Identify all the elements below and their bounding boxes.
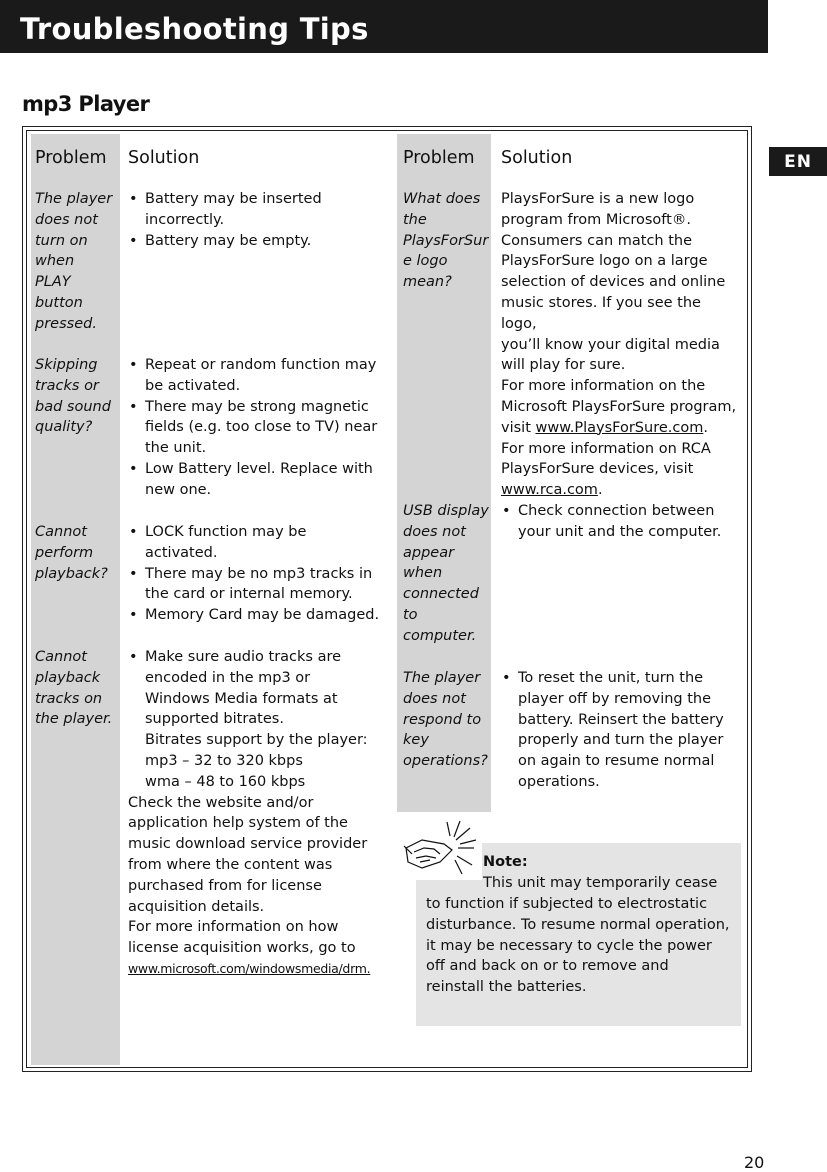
text-line: properly and turn the player <box>518 732 724 749</box>
text-line: appear <box>403 544 455 561</box>
text-line: e logo <box>403 253 448 270</box>
text-line: The player <box>403 670 481 686</box>
text-line: perform <box>35 544 94 561</box>
text-line: off and back on or to remove and <box>426 958 669 975</box>
problem-skipping-tracks <box>35 355 111 438</box>
left-problem-header: Problem <box>35 148 107 168</box>
solution-cannot-perform-playback <box>128 522 383 626</box>
text-line: • Make sure audio tracks are <box>145 649 342 665</box>
text-line: PlaysForSure devices, visit <box>501 461 694 478</box>
note-body <box>426 894 736 998</box>
text-line: Check the website and/or <box>128 794 314 811</box>
list-item <box>128 459 383 501</box>
link-period: . <box>703 419 708 436</box>
note-label: Note: <box>483 854 528 870</box>
solution-skipping-tracks <box>128 355 383 501</box>
list-item <box>128 522 383 564</box>
list-item <box>128 355 383 397</box>
text-line: does not <box>403 690 466 707</box>
list-item <box>128 231 383 252</box>
text-line: mp3 – 32 to 320 kbps <box>145 752 303 769</box>
text-line: • There may be no mp3 tracks in <box>145 565 373 582</box>
list-item <box>501 501 741 543</box>
bullet-list <box>128 355 383 501</box>
text-line: fields (e.g. too close to TV) near <box>145 419 378 436</box>
text-line: For more information on RCA <box>501 440 711 457</box>
text-line: PLAY <box>35 274 71 291</box>
text-line: purchased from for license <box>128 877 322 894</box>
text-line: reinstall the batteries. <box>426 979 587 996</box>
text-line: • LOCK function may be <box>145 524 307 540</box>
text-line: Consumers can match the <box>501 232 693 249</box>
license-paragraph <box>128 793 390 959</box>
bullet-list <box>128 189 383 251</box>
problem-cannot-perform-playback <box>35 522 108 584</box>
text-line: selection of devices and online <box>501 274 726 291</box>
text-line: key <box>403 732 429 749</box>
problem-cannot-playback-tracks <box>35 647 112 730</box>
list-item <box>128 189 383 231</box>
text-line: music stores. If you see the logo, <box>501 294 701 332</box>
text-line: you’ll know your digital media <box>501 336 720 353</box>
bullet-list <box>501 668 741 793</box>
text-line: when <box>35 253 75 270</box>
text-line: playback? <box>35 565 108 582</box>
solution-player-not-on <box>128 189 383 251</box>
text-line: does not <box>35 211 98 228</box>
text-line: Skipping <box>35 357 98 373</box>
text-line: • Check connection between <box>518 503 715 519</box>
text-line: the unit. <box>145 440 207 457</box>
text-line: quality? <box>35 419 93 436</box>
text-line: on again to resume normal <box>518 753 715 770</box>
text-line: activated. <box>145 544 218 561</box>
text-line: encoded in the mp3 or <box>145 669 311 686</box>
text-line: music download service provider <box>128 836 368 853</box>
language-badge: EN <box>769 147 827 176</box>
rca-link-line <box>501 480 741 501</box>
text-line: to function if subjected to electrostatic <box>426 896 708 912</box>
text-line: Windows Media formats at <box>145 690 338 707</box>
text-line: disturbance. To resume normal operation, <box>426 916 730 933</box>
list-item <box>128 564 383 606</box>
text-line: when <box>403 565 443 582</box>
solution-playsforsure-logo <box>501 189 741 501</box>
text-line: For more information on how <box>128 919 339 936</box>
text-line: tracks or <box>35 377 99 394</box>
text-line: For more information on the <box>501 378 706 395</box>
link-period: . <box>597 482 603 499</box>
problem-player-not-on <box>35 189 112 335</box>
text-line: the player. <box>35 711 113 728</box>
text-line: What does <box>403 191 481 207</box>
bullet-list <box>128 522 383 626</box>
text-line: your unit and the computer. <box>518 523 722 540</box>
text-line: • Battery may be empty. <box>145 232 312 249</box>
problem-playsforsure-logo <box>403 189 488 293</box>
text-line: battery. Reinsert the battery <box>518 711 724 728</box>
text-line: mean? <box>403 274 452 291</box>
right-solution-header: Solution <box>501 148 573 168</box>
text-line: • To reset the unit, turn the <box>518 670 704 686</box>
solution-no-key-response <box>501 668 741 793</box>
text-line: turn on <box>35 232 88 249</box>
text-line: • There may be strong magnetic <box>145 398 369 415</box>
page-number: 20 <box>744 1153 765 1172</box>
text-line: operations. <box>518 773 600 790</box>
text-line: bad sound <box>35 398 111 415</box>
page-header <box>0 0 768 53</box>
text-line: be activated. <box>145 377 241 394</box>
playsforsure-visit-line <box>501 418 741 439</box>
text-line: program from Microsoft®. <box>501 211 691 228</box>
text-line: PlaysForSur <box>403 232 489 249</box>
visit-prefix: visit <box>501 419 536 436</box>
text-line: The player <box>35 191 113 207</box>
header-title: Troubleshooting Tips <box>20 12 369 46</box>
microsoft-drm-link[interactable]: www.microsoft.com/windowsmedia/drm. <box>128 960 371 976</box>
solution-cannot-playback-tracks <box>128 647 390 980</box>
text-line: USB display <box>403 503 489 519</box>
list-item <box>128 647 390 730</box>
playsforsure-link[interactable]: www.PlaysForSure.com <box>535 419 704 436</box>
bullet-list <box>501 501 741 543</box>
problem-no-key-response <box>403 668 488 772</box>
rca-text <box>501 439 741 481</box>
solution-usb-display <box>501 501 741 543</box>
text-line: • Battery may be inserted <box>145 191 322 207</box>
rca-link[interactable]: www.rca.com <box>501 482 598 499</box>
text-line: the card or internal memory. <box>145 586 353 603</box>
text-line: Bitrates support by the player: <box>145 732 368 749</box>
list-item <box>501 668 741 793</box>
text-line: button <box>35 294 83 311</box>
text-line: operations? <box>403 753 488 770</box>
note-first-line: This unit may temporarily cease <box>483 875 718 891</box>
bullet-list <box>128 647 390 730</box>
text-line: pressed. <box>35 315 97 332</box>
text-line: will play for sure. <box>501 357 626 374</box>
problem-usb-display <box>403 501 489 647</box>
text-line: license acquisition works, go to <box>128 940 356 957</box>
text-line: PlaysForSure is a new logo <box>501 191 695 207</box>
section-title: mp3 Player <box>22 92 150 116</box>
text-line: player off by removing the <box>518 690 712 707</box>
text-line: • Low Battery level. Replace with <box>145 460 373 477</box>
bitrate-details <box>128 730 390 792</box>
list-item <box>128 605 383 626</box>
text-line: • Memory Card may be damaged. <box>145 607 380 624</box>
text-line: • Repeat or random function may <box>145 357 377 373</box>
playsforsure-text <box>501 189 741 418</box>
left-solution-header: Solution <box>128 148 200 168</box>
text-line: acquisition details. <box>128 898 265 915</box>
text-line: supported bitrates. <box>145 711 284 728</box>
note-hand-icon <box>400 818 478 880</box>
text-line: playback <box>35 669 101 686</box>
text-line: Cannot <box>35 649 87 665</box>
text-line: Microsoft PlaysForSure program, <box>501 398 737 415</box>
right-problem-header: Problem <box>403 148 475 168</box>
text-line: the <box>403 211 427 228</box>
text-line: respond to <box>403 711 482 728</box>
text-line: PlaysForSure logo on a large <box>501 253 708 270</box>
text-line: tracks on <box>35 690 103 707</box>
list-item <box>128 397 383 459</box>
text-line: to <box>403 606 418 623</box>
text-line: from where the content was <box>128 856 333 873</box>
text-line: does not <box>403 523 466 540</box>
text-line: it may be necessary to cycle the power <box>426 937 712 954</box>
text-line: computer. <box>403 627 477 644</box>
text-line: Cannot <box>35 524 87 540</box>
text-line: wma – 48 to 160 kbps <box>145 773 306 790</box>
text-line: new one. <box>145 481 212 498</box>
text-line: connected <box>403 586 479 603</box>
text-line: application help system of the <box>128 815 348 832</box>
text-line: incorrectly. <box>145 211 225 228</box>
